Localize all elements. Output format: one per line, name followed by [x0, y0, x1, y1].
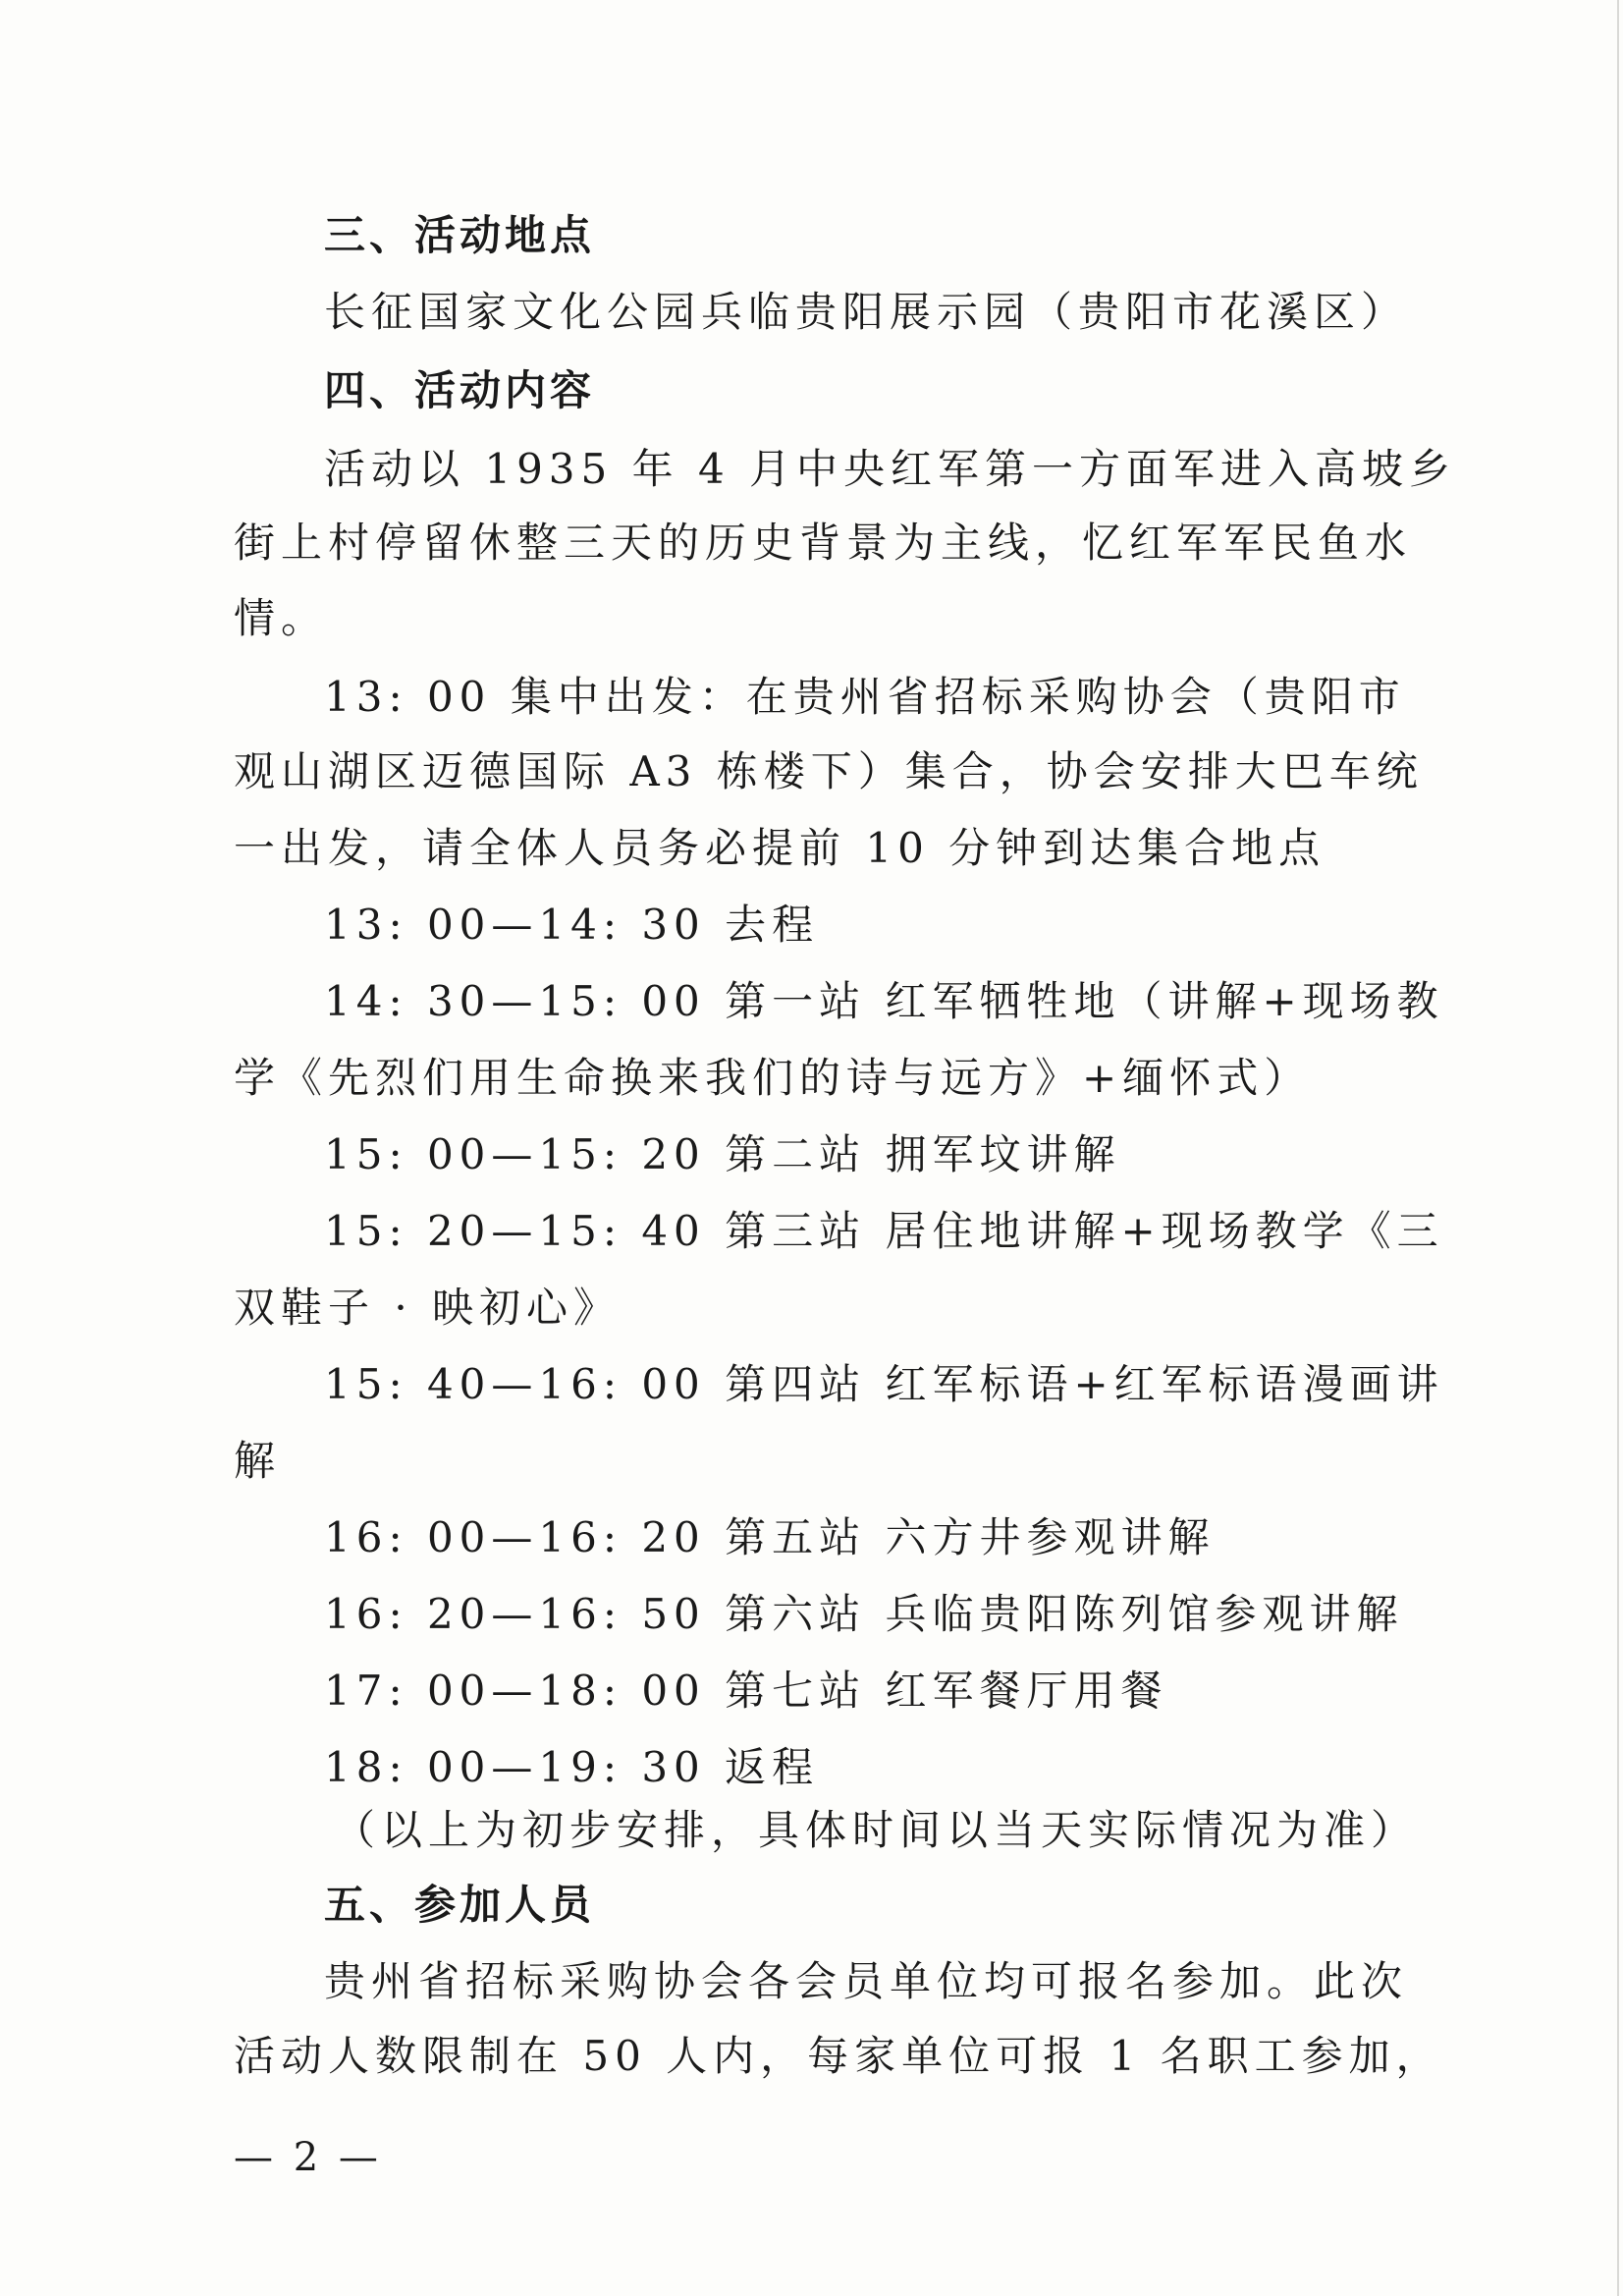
schedule-line-2: 14: 30—15: 00 第一站 红军牺牲地（讲解+现场教 — [324, 977, 1444, 1025]
schedule-line-9: 16: 00—16: 20 第五站 六方井参观讲解 — [324, 1513, 1216, 1561]
section4-intro-line-3: 情。 — [234, 594, 329, 642]
page-edge-divider — [1617, 0, 1619, 2296]
page-number: — 2 — — [234, 2135, 382, 2180]
schedule-line-12: 18: 00—19: 30 返程 — [324, 1743, 820, 1791]
departure-line-1: 13: 00 集中出发：在贵州省招标采购协会（贵阳市 — [324, 673, 1406, 721]
section3-location: 长征国家文化公园兵临贵阳展示园（贵阳市花溪区） — [324, 288, 1409, 336]
schedule-line-1: 13: 00—14: 30 去程 — [324, 901, 820, 949]
departure-line-2: 观山湖区迈德国际 A3 栋楼下）集合，协会安排大巴车统 — [234, 747, 1424, 795]
schedule-line-6: 双鞋子 · 映初心》 — [234, 1284, 622, 1332]
section4-intro-line-2: 街上村停留休整三天的历史背景为主线，忆红军军民鱼水 — [234, 519, 1413, 567]
section5-body-line-1: 贵州省招标采购协会各会员单位均可报名参加。此次 — [324, 1957, 1409, 2005]
schedule-line-7: 15: 40—16: 00 第四站 红军标语+红军标语漫画讲 — [324, 1360, 1444, 1408]
schedule-line-10: 16: 20—16: 50 第六站 兵临贵阳陈列馆参观讲解 — [324, 1590, 1404, 1638]
schedule-line-3: 学《先烈们用生命换来我们的诗与远方》+缅怀式） — [234, 1054, 1312, 1102]
schedule-line-4: 15: 00—15: 20 第二站 拥军坟讲解 — [324, 1130, 1121, 1178]
section5-body-line-2: 活动人数限制在 50 人内，每家单位可报 1 名职工参加， — [234, 2032, 1443, 2080]
schedule-line-11: 17: 00—18: 00 第七站 红军餐厅用餐 — [324, 1667, 1168, 1715]
departure-line-3: 一出发，请全体人员务必提前 10 分钟到达集合地点 — [234, 824, 1326, 872]
schedule-line-5: 15: 20—15: 40 第三站 居住地讲解+现场教学《三 — [324, 1207, 1444, 1255]
schedule-note: （以上为初步安排，具体时间以当天实际情况为准） — [334, 1806, 1419, 1854]
schedule-line-8: 解 — [234, 1437, 282, 1485]
section3-heading: 三、活动地点 — [324, 211, 596, 259]
section5-heading: 五、参加人员 — [324, 1881, 596, 1929]
section4-heading: 四、活动内容 — [324, 366, 596, 414]
section4-intro-line-1: 活动以 1935 年 4 月中央红军第一方面军进入高坡乡 — [324, 445, 1457, 493]
